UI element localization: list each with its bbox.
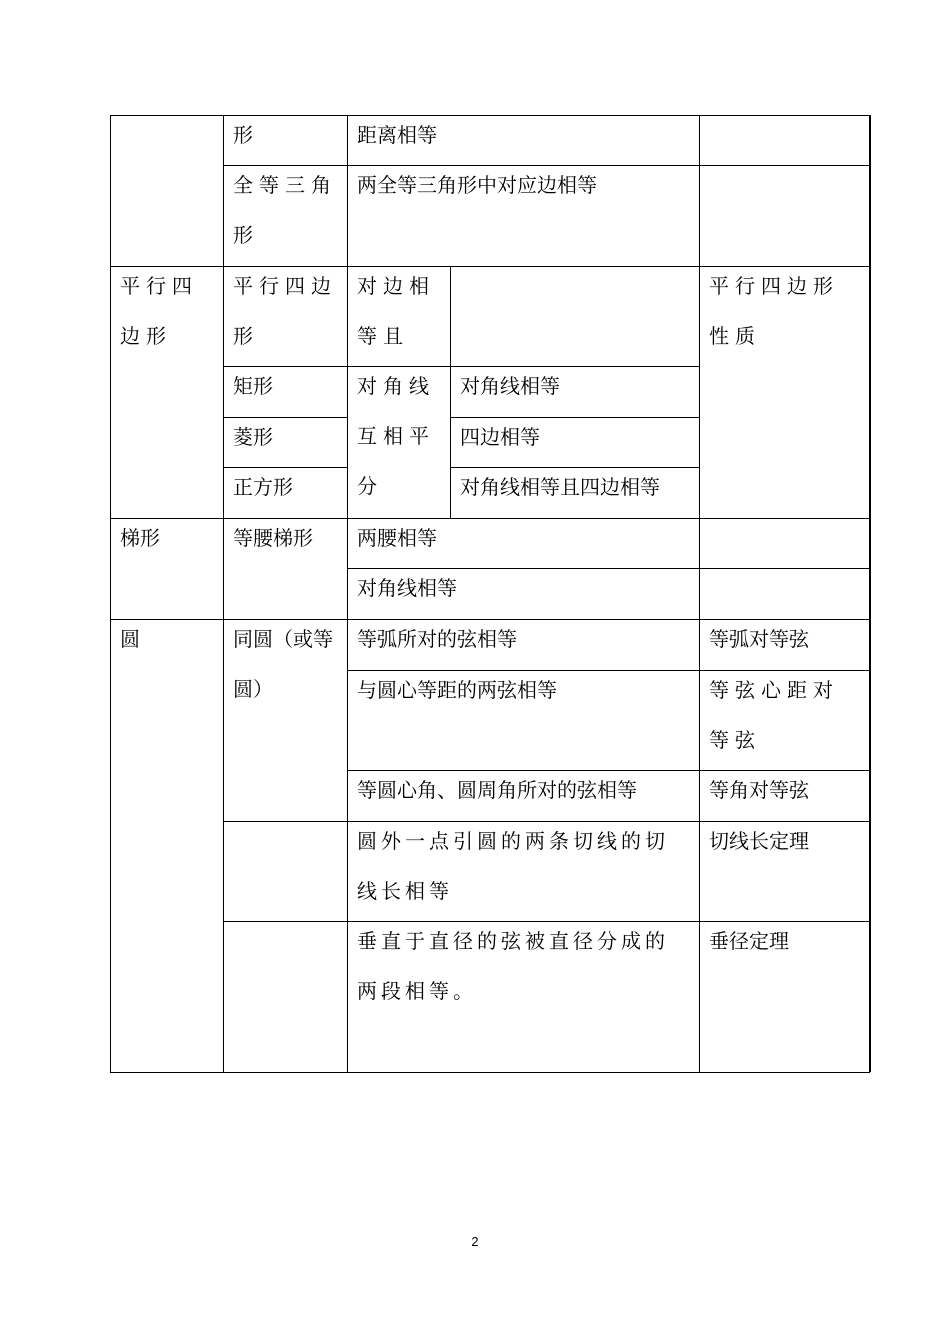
- table-cell: 对边相等且: [348, 267, 451, 367]
- page-number: 2: [471, 1234, 479, 1249]
- table-cell: 等弦心距对等弦: [700, 671, 870, 771]
- table-cell: [451, 267, 700, 367]
- table-cell: 四边相等: [451, 418, 700, 468]
- table-cell: [224, 822, 348, 922]
- table-right-border: [869, 115, 871, 1072]
- table-cell: [700, 569, 870, 620]
- table-cell: 平行四边形: [224, 267, 348, 367]
- table-cell: [111, 116, 224, 267]
- table-cell: 与圆心等距的两弦相等: [348, 671, 700, 771]
- table-cell: 等弧对等弦: [700, 620, 870, 671]
- table-cell: 梯形: [111, 519, 224, 620]
- table-cell: 对角线互相平分: [348, 367, 451, 519]
- table-cell: 菱形: [224, 418, 348, 468]
- table-cell: 等弧所对的弦相等: [348, 620, 700, 671]
- table-cell: 两腰相等: [348, 519, 700, 569]
- table-cell: 同圆（或等圆）: [224, 620, 348, 822]
- table-cell: 等腰梯形: [224, 519, 348, 620]
- table-cell: [700, 166, 870, 267]
- table-cell: [700, 116, 870, 166]
- table-cell: 平行四边形性质: [700, 267, 870, 519]
- theorem-table: [110, 115, 870, 1073]
- table-cell: 距离相等: [348, 116, 700, 166]
- table-cell: 切线长定理: [700, 822, 870, 922]
- table-cell: 正方形: [224, 468, 348, 519]
- table-cell: 全等三角形: [224, 166, 348, 267]
- table-cell: 矩形: [224, 367, 348, 418]
- table-cell: 垂直于直径的弦被直径分成的两段相等。: [348, 922, 700, 1073]
- table-cell: 对角线相等且四边相等: [451, 468, 700, 519]
- table-cell: 圆外一点引圆的两条切线的切线长相等: [348, 822, 700, 922]
- table-cell: 两全等三角形中对应边相等: [348, 166, 700, 267]
- table-cell: 对角线相等: [348, 569, 700, 620]
- table-cell: [224, 922, 348, 1073]
- table-cell: 对角线相等: [451, 367, 700, 418]
- table-cell: 圆: [111, 620, 224, 1073]
- table-cell: 等角对等弦: [700, 771, 870, 822]
- table-cell: 形: [224, 116, 348, 166]
- table-cell: 垂径定理: [700, 922, 870, 1073]
- table-cell: 等圆心角、圆周角所对的弦相等: [348, 771, 700, 822]
- table-cell: 平行四边形: [111, 267, 224, 519]
- table-cell: [700, 519, 870, 569]
